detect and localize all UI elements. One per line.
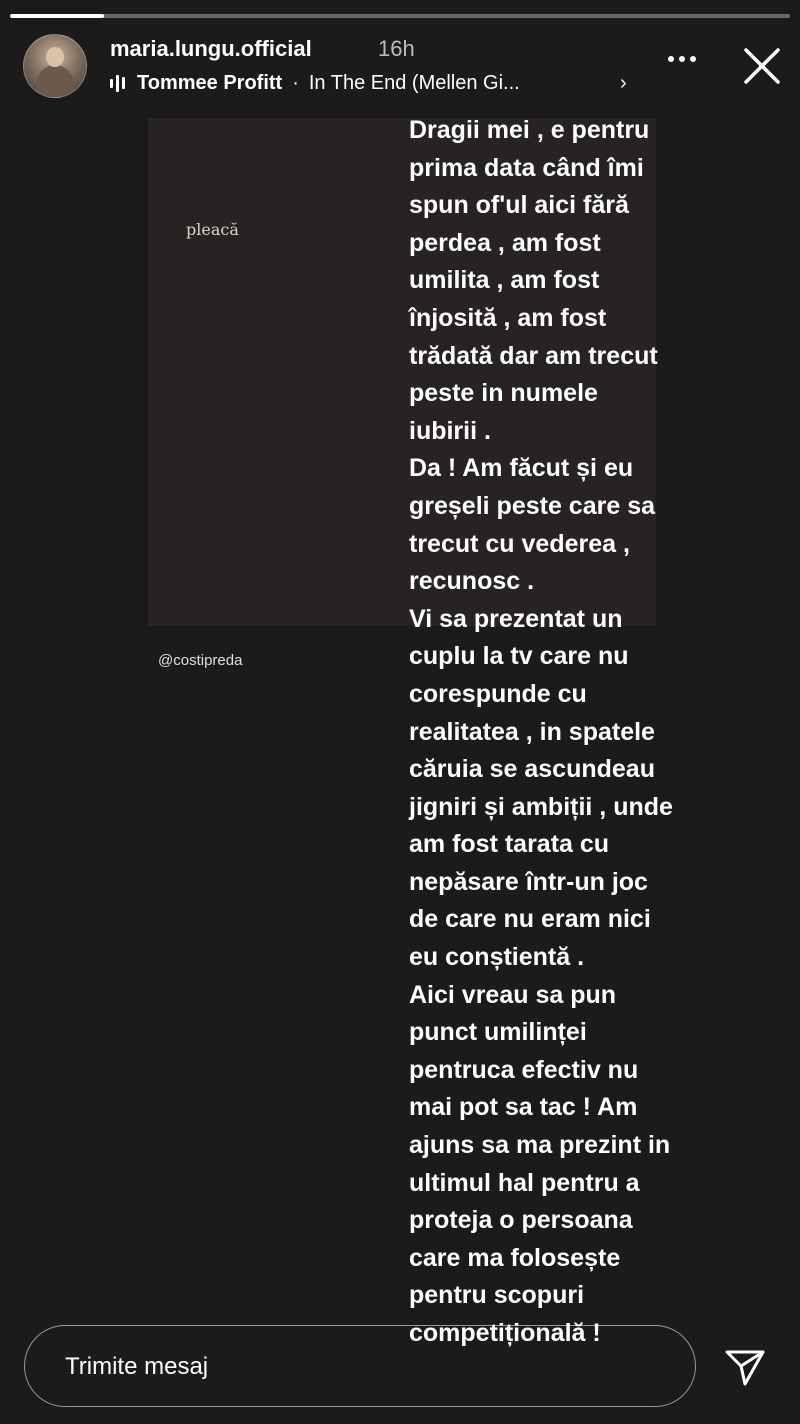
caption-line: prima data când îmi [409,153,644,182]
avatar[interactable] [23,34,87,98]
story-progress-bar [10,14,790,18]
caption-line: greșeli peste care sa [409,491,655,520]
music-track: In The End (Mellen Gi... [308,71,520,94]
caption-line: mai pot sa tac ! Am [409,1093,638,1122]
caption-line: iubirii . [409,416,491,445]
send-icon[interactable] [722,1344,768,1390]
caption-line: cuplu la tv care nu [409,642,629,671]
caption-line: Da ! Am făcut și eu [409,454,634,483]
caption-line: Dragii mei , e pentru [409,116,650,144]
music-artist: Tommee Profitt [137,71,283,94]
caption-line: perdea , am fost [409,228,601,257]
story-header [0,28,800,108]
music-bars-icon [110,73,125,93]
caption-line: spun of'ul aici fără [409,191,629,220]
caption-line: jigniri și ambiții , unde [409,792,673,821]
message-placeholder: Trimite mesaj [65,1353,209,1380]
post-text: pleacă [186,220,239,239]
post-time: 16h [378,36,415,61]
caption-line: trecut cu vederea , [409,529,630,558]
caption-line: umilita , am fost [409,266,600,295]
caption-line: Vi sa prezentat un [409,604,623,633]
caption-line: punct umilinței [409,1018,587,1047]
caption-line: care ma folosește [409,1243,621,1272]
username[interactable]: maria.lungu.official [110,36,312,61]
caption-line: peste in numele [409,379,598,408]
caption-line: corespunde cu [409,679,587,708]
music-attribution[interactable] [110,70,520,96]
caption-line: am fost tarata cu [409,830,610,859]
more-horizontal-icon[interactable] [668,56,696,62]
story-caption-text [409,112,799,1353]
caption-line: recunosc . [409,567,535,596]
caption-line: de care nu eram nici [409,905,651,934]
caption-line: ajuns sa ma prezint in [409,1131,671,1160]
close-icon[interactable] [740,44,784,88]
chevron-right-icon[interactable]: › [620,72,627,94]
caption-line: proteja o persoana [409,1206,633,1235]
caption-line: pentruca efectiv nu [409,1055,639,1084]
caption-line: realitatea , in spatele [409,717,655,746]
story-progress-fill [10,14,104,18]
caption-line: eu conștientă . [409,943,585,972]
music-separator: · [292,71,299,94]
caption-line: pentru scopuri [409,1281,585,1310]
caption-line: căruia se ascundeau [409,755,655,784]
caption-line: ultimul hal pentru a [409,1168,640,1197]
message-input[interactable] [24,1325,696,1407]
caption-line: trădată dar am trecut [409,341,658,370]
caption-line: înjosită , am fost [409,303,607,332]
post-credit-mention[interactable]: @costipreda [158,652,243,669]
caption-line: nepăsare într-un joc [409,867,648,896]
caption-line: Aici vreau sa pun [409,980,617,1009]
caption-line: competițională ! [409,1319,601,1347]
